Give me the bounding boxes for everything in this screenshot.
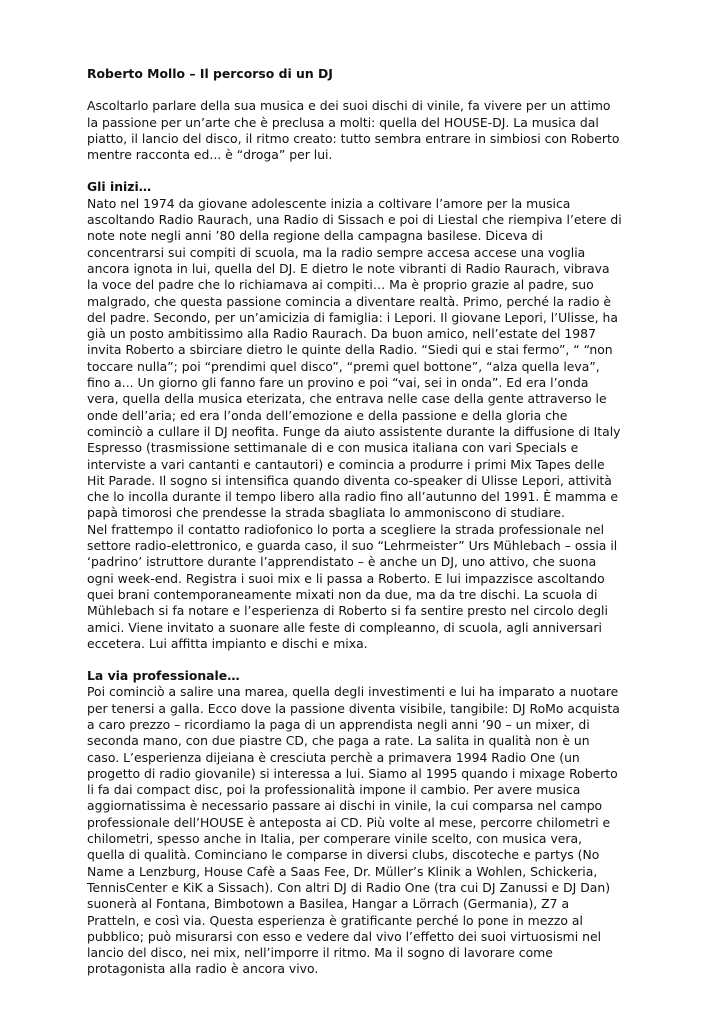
document-page <box>87 66 622 994</box>
document-title: Roberto Mollo – Il percorso di un DJ <box>87 66 333 81</box>
section-via-professionale <box>87 668 622 978</box>
paragraph: Poi cominciò a salire una marea, quella degli investimenti e lui ha imparato a nuotare per tenersi a galla. Ecco dove la passione diventa visibile, tangibile: DJ RoMo acquista a caro prezzo – ricordiamo la paga di un apprendista negli anni ’90 – un mixer, di seconda mano, con due piastre CD, che paga a rate. La salita in qualità non è un caso. L’esperienza dijeiana è cresciuta perchè a primavera 1994 Radio One (un progetto di radio giovanile) si interessa a lui. Siamo al 1995 quando i mixage Roberto li fa dai compact disc, poi la professionalità impone il cambio. Per avere musica aggiornatissima è necessario passare ai dischi in vinile, la cui comparsa nel campo professionale dell’HOUSE è anteposta ai CD. Più volte al mese, percorre chilometri e chilometri, spesso anche in Italia, per comperare vinile scelto, con musica vera, quella di qualità. Cominciano le comparse in diversi clubs, discoteche e partys (No Name a Lenzburg, House Cafè a Saas Fee, Dr. Müller’s Klinik a Wohlen, Schickeria, TennisCenter e KiK a Sissach). Con altri DJ di Radio One (tra cui DJ Zanussi e DJ Dan) suonerà al Fontana, Bimbotown a Basilea, Hangar a Lörrach (Germania), Z7 a Pratteln, e così via. Questa esperienza è gratificante perché lo pone in mezzo al pubblico; può misurarsi con esso e vedere dal vivo l’effetto dei suoi virtuosismi nel lancio del disco, nei mix, nell’imporre il ritmo. Ma il sogno di lavorare come protagonista alla radio è ancora vivo. <box>87 684 620 977</box>
section-heading: La via professionale… <box>87 668 240 684</box>
paragraph: Nato nel 1974 da giovane adolescente inizia a coltivare l’amore per la musica ascoltando Radio Raurach, una Radio di Sissach e poi di Liestal che riempiva l’etere di note note negli anni ’80 della regione della campagna basilese. Diceva di concentrarsi sui compiti di scuola, ma la radio sempre accesa accese una voglia ancora ignota in lui, quella del DJ. E dietro le note vibranti di Radio Raurach, vibrava la voce del padre che lo richiamava ai compiti… Ma è proprio grazie al padre, suo malgrado, che questa passione comincia a diventare realtà. Primo, perché la radio è del padre. Secondo, per un’amicizia di famiglia: i Lepori. Il giovane Lepori, l’Ulisse, ha già un posto ambitissimo alla Radio Raurach. Da buon amico, nell’estate del 1987 invita Roberto a sbirciare dietro le quinte della Radio. “Siedi qui e stai fermo”, “ “non toccare nulla”; poi “prendimi quel disco”, “premi quel bottone”, “alza quella leva”, fino a... Un giorno gli fanno fare un provino e poi “vai, sei in onda”. Ed era l’onda vera, quella della musica eterizata, che entrava nelle case della gente attraverso le onde dell’aria; ed era l’onda dell’emozione e della passione e della gloria che cominciò a cullare il DJ neofita. Funge da aiuto assistente durante la diffusione di Italy Espresso (trasmissione settimanale di e con musica italiana con vari Specials e interviste a vari cantanti e cantautori) e comincia a produrre i primi Mix Tapes delle Hit Parade. Il sogno si intensifica quando diventa co-speaker di Ulisse Lepori, attività che lo incolla durante il tempo libero alla radio fino all’autunno del 1991. È mamma e papà timorosi che prendesse la strada sbagliata lo ammoniscono di studiare. <box>87 195 622 521</box>
section-heading: Gli inizi… <box>87 179 152 195</box>
paragraph: Nel frattempo il contatto radiofonico lo porta a scegliere la strada professionale nel settore radio-elettronico, e guarda caso, il suo “Lehrmeister” Urs Mühlebach – ossia il ‘padrino’ istruttore durante l’apprendistato – è anche un DJ, uno attivo, che suona ogni week-end. Registra i suoi mix e li passa a Roberto. E lui impazzisce ascoltando quei brani contemporaneamente mixati non da due, ma da tre dischi. La scuola di Mühlebach si fa notare e l’esperienza di Roberto si fa sentire presto nel circolo degli amici. Viene invitato a suonare alle feste di compleanno, di scuola, agli anniversari eccetera. Lui affitta impianto e dischi e mixa. <box>87 521 618 651</box>
intro-paragraph: Ascoltarlo parlare della sua musica e dei suoi dischi di vinile, fa vivere per un attimo la passione per un’arte che è preclusa a molti: quella del HOUSE-DJ. La musica dal piatto, il lancio del disco, il ritmo creato: tutto sembra entrare in simbiosi con Roberto mentre racconta ed... è “droga” per lui. <box>87 98 620 163</box>
section-gli-inizi <box>87 179 622 652</box>
